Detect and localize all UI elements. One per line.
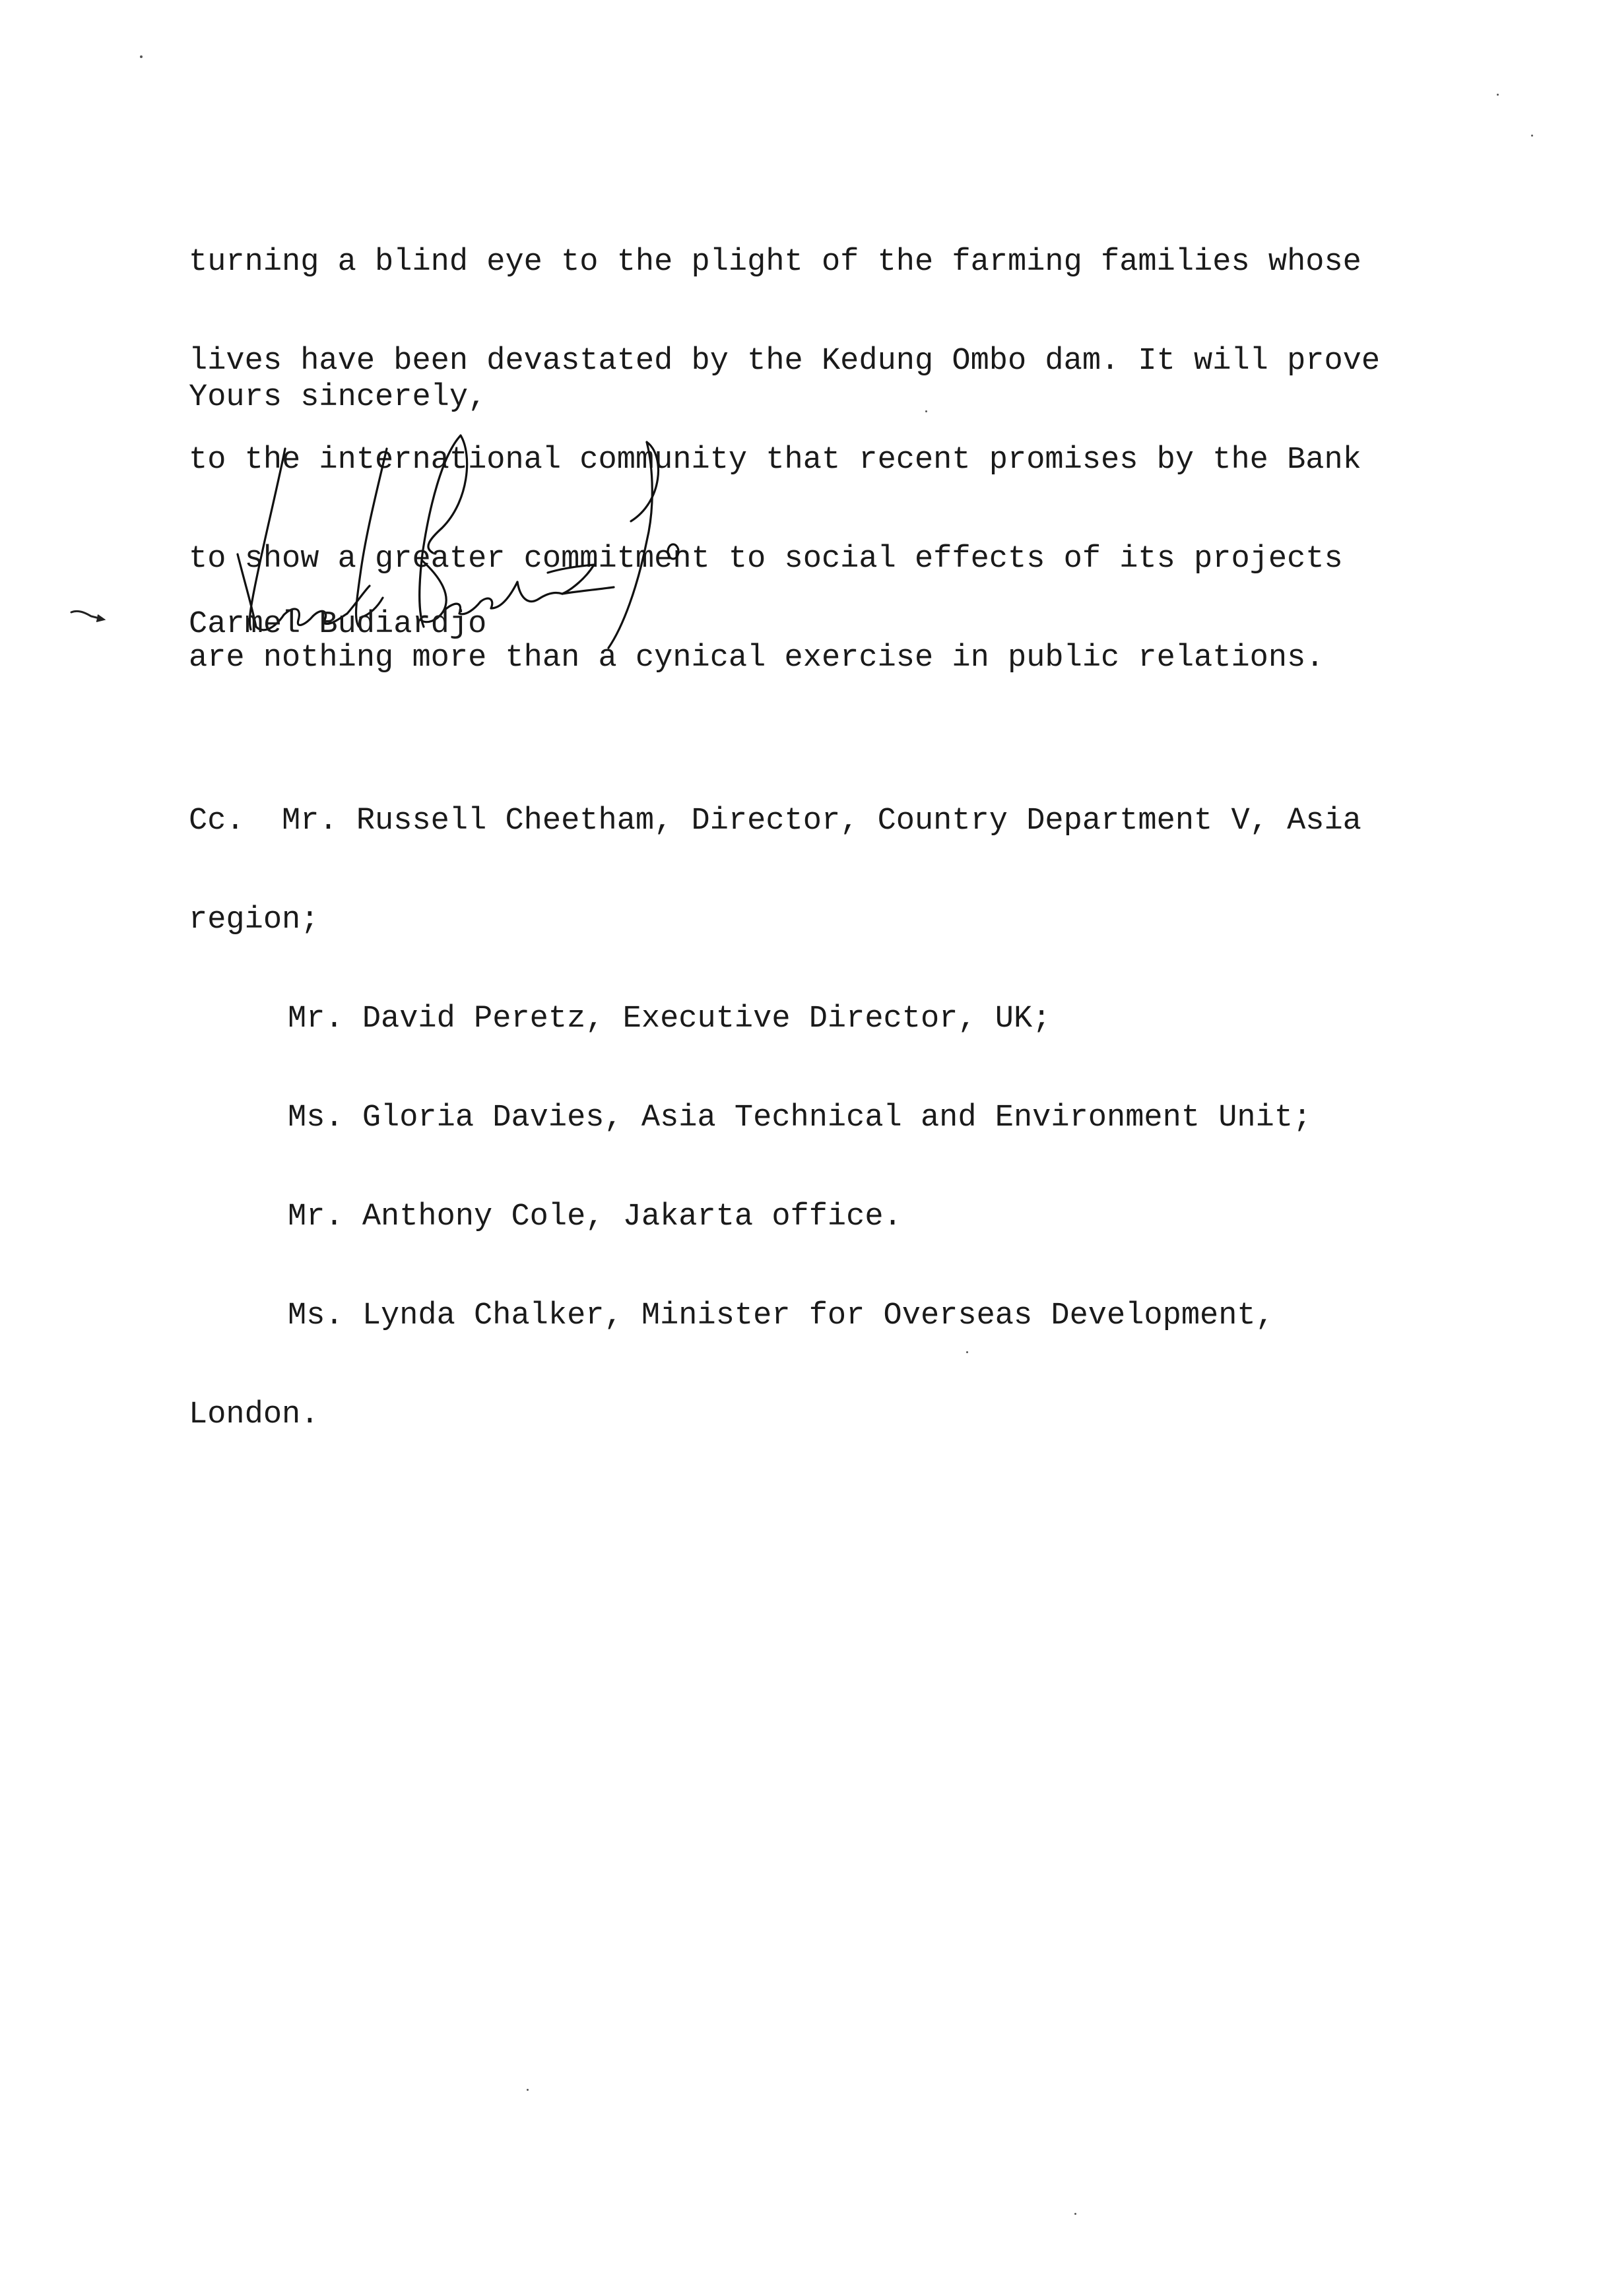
margin-arrow-mark [69,606,108,625]
scan-speck [966,1351,968,1353]
cc-line: Mr. David Peretz, Executive Director, UK; [288,1002,1051,1036]
scan-speck [1497,94,1499,96]
cc-line: Cc. Mr. Russell Cheetham, Director, Country Department V, Asia [189,804,1361,839]
scan-speck [140,55,143,58]
cc-line: Ms. Gloria Davies, Asia Technical and Environment Unit; [288,1100,1312,1135]
cc-line: London. [189,1397,319,1432]
body-line: to the international community that recent promises by the Bank [189,443,1361,478]
cc-line: region; [189,903,319,938]
cc-line: Ms. Lynda Chalker, Minister for Overseas Development, [288,1298,1274,1333]
cc-line: Mr. Anthony Cole, Jakarta office. [288,1199,902,1234]
body-line: are nothing more than a cynical exercise in public relations. [189,641,1325,676]
scan-speck [527,2089,529,2091]
body-line: lives have been devastated by the Kedung Ombo dam. It will prove [189,344,1381,379]
scan-speck [1074,2213,1076,2215]
scan-speck [925,410,927,412]
signer-name: Carmel Budiardjo [189,607,487,642]
cc-list [189,739,1361,1498]
body-line: to show a greater commitment to social effects of its projects [189,542,1343,577]
closing-salutation: Yours sincerely, [189,380,487,415]
body-line: turning a blind eye to the plight of the farming families whose [189,245,1361,280]
scan-speck [1531,135,1533,137]
